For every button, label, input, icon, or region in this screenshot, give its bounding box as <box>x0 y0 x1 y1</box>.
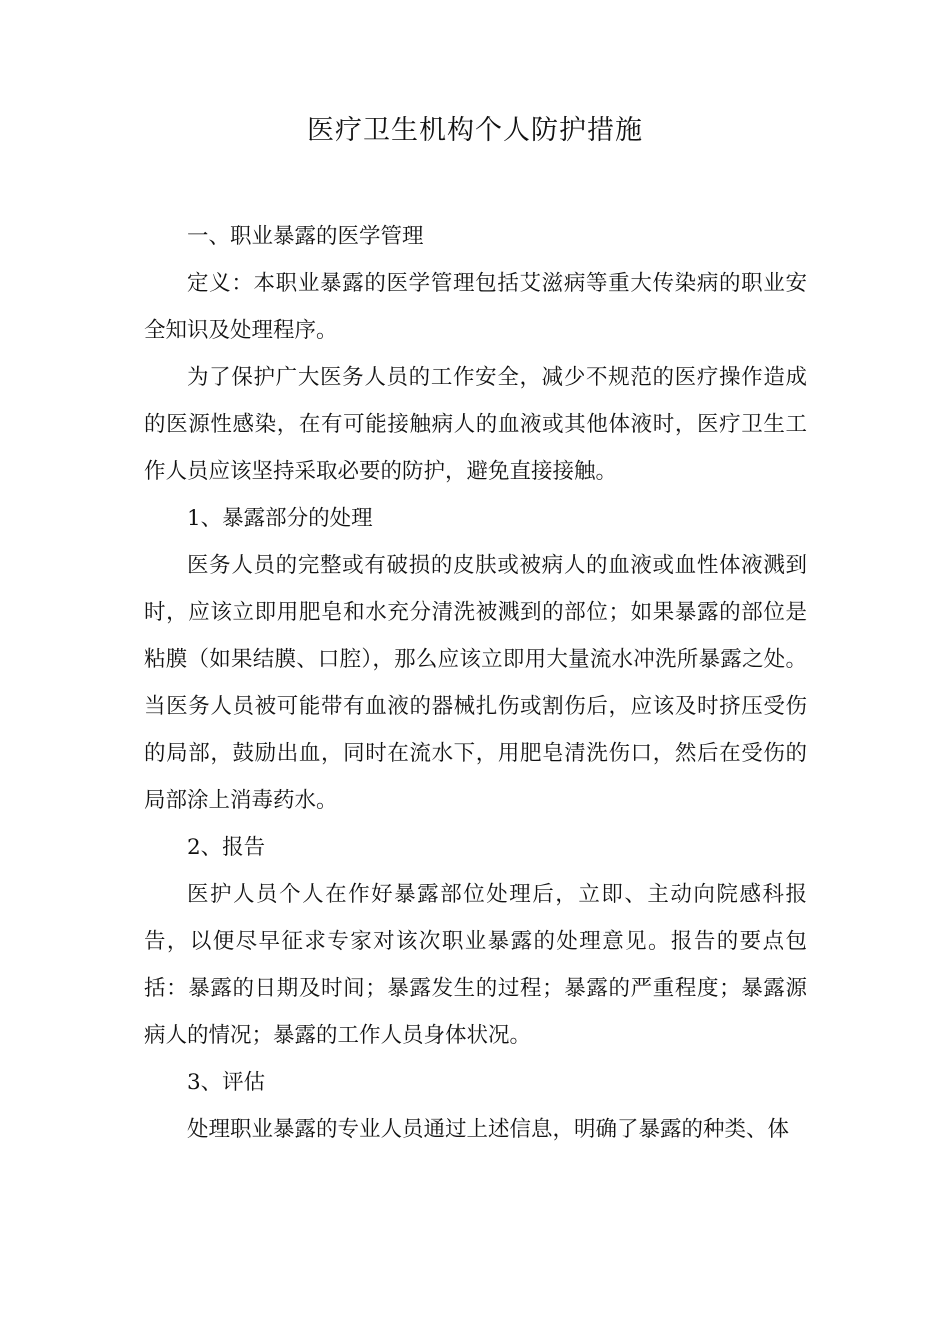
protection-paragraph: 为了保护广大医务人员的工作安全，减少不规范的医疗操作造成的医源性感染，在有可能接触病人的血液或其他体液时，医疗卫生工作人员应该坚持采取必要的防护，避免直接接触。 <box>144 365 807 484</box>
report-paragraph: 医护人员个人在作好暴露部位处理后，立即、主动向院感科报告，以便尽早征求专家对该次职业暴露的处理意见。报告的要点包括：暴露的日期及时间；暴露发生的过程；暴露的严重程度；暴露源病人的情况；暴露的工作人员身体状况。 <box>144 882 807 1048</box>
subheading-exposure-treatment: 1、暴露部分的处理 <box>187 506 373 531</box>
assessment-paragraph: 处理职业暴露的专业人员通过上述信息，明确了暴露的种类、体 <box>187 1117 790 1142</box>
document-body <box>144 213 807 1153</box>
subheading-assessment: 3、评估 <box>187 1070 266 1095</box>
document-title: 医疗卫生机构个人防护措施 <box>307 115 643 146</box>
definition-paragraph: 定义：本职业暴露的医学管理包括艾滋病等重大传染病的职业安全知识及处理程序。 <box>144 271 807 343</box>
subheading-report: 2、报告 <box>187 835 266 860</box>
section-heading-occupational-exposure: 一、职业暴露的医学管理 <box>187 224 424 249</box>
exposure-treatment-paragraph: 医务人员的完整或有破损的皮肤或被病人的血液或血性体液溅到时，应该立即用肥皂和水充分清洗被溅到的部位；如果暴露的部位是粘膜（如果结膜、口腔），那么应该立即用大量流水冲洗所暴露之处。当医务人员被可能带有血液的器械扎伤或割伤后，应该及时挤压受伤的局部，鼓励出血，同时在流水下，用肥皂清洗伤口，然后在受伤的局部涂上消毒药水。 <box>144 553 807 813</box>
